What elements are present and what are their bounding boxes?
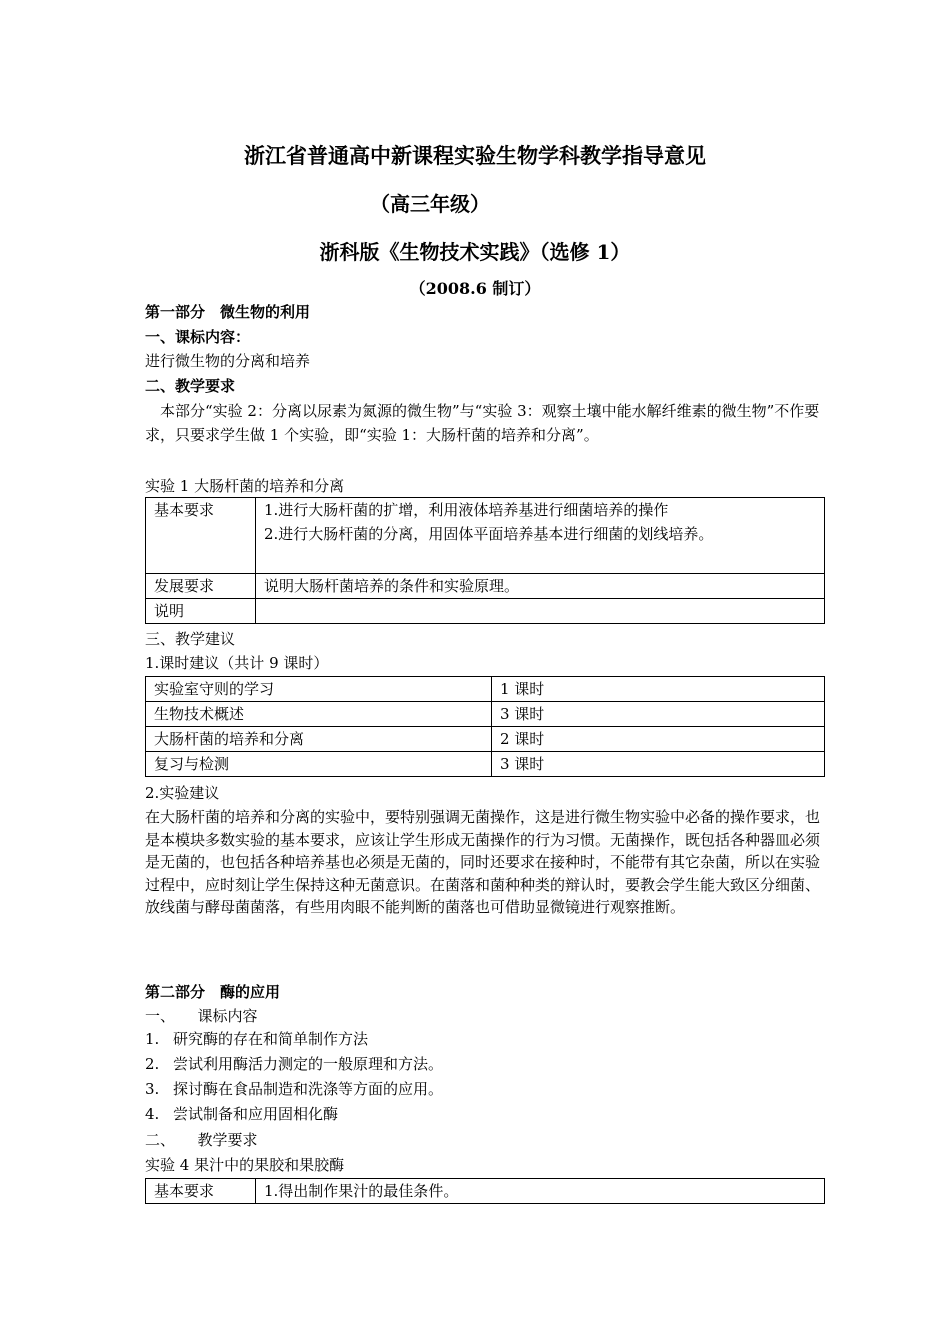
hours-value: 3 课时 xyxy=(492,702,825,727)
part1-standard-text: 进行微生物的分离和培养 xyxy=(145,352,311,370)
date-subtitle: （2008.6 制订） xyxy=(409,279,541,298)
part1-standard-heading: 一、课标内容： xyxy=(145,328,251,346)
experiment4-basic-label: 基本要求 xyxy=(146,1179,256,1204)
hours-topic: 复习与检测 xyxy=(146,752,492,777)
textbook-subtitle: 浙科版《生物技术实践》（选修 1） xyxy=(319,240,631,264)
basic-requirement-line1: 1.进行大肠杆菌的扩增，利用液体培养基进行细菌培养的操作 xyxy=(264,501,669,519)
basic-requirement-line2: 2.进行大肠杆菌的分离，用固体平面培养基本进行细菌的划线培养。 xyxy=(264,525,714,543)
hours-topic: 实验室守则的学习 xyxy=(146,677,492,702)
part2-standard-list xyxy=(145,1027,443,1127)
hours-heading: 1.课时建议（共计 9 课时） xyxy=(145,654,329,672)
grade-subtitle: （高三年级） xyxy=(370,192,490,216)
experiment4-caption: 实验 4 果汁中的果胶和果胶酶 xyxy=(145,1156,345,1174)
part2-requirement-heading: 二、 教学要求 xyxy=(145,1131,258,1149)
experiment4-basic-text: 1.得出制作果汁的最佳条件。 xyxy=(256,1179,825,1204)
table-row xyxy=(146,498,825,574)
experiment1-caption: 实验 1 大肠杆菌的培养和分离 xyxy=(145,477,345,495)
list-item: 1. 研究酶的存在和简单制作方法 xyxy=(145,1030,369,1048)
hours-value: 2 课时 xyxy=(492,727,825,752)
development-requirement-label: 发展要求 xyxy=(146,574,256,599)
part2-heading: 第二部分 酶的应用 xyxy=(145,983,281,1001)
basic-requirement-label: 基本要求 xyxy=(146,498,256,574)
table-row xyxy=(146,574,825,599)
table-row xyxy=(146,727,825,752)
table-row xyxy=(146,702,825,727)
hours-topic: 大肠杆菌的培养和分离 xyxy=(146,727,492,752)
part1-heading: 第一部分 微生物的利用 xyxy=(145,303,311,321)
experiment1-table xyxy=(145,497,825,624)
experiment-suggestion-text: 在大肠杆菌的培养和分离的实验中，要特别强调无菌操作，这是进行微生物实验中必备的操作要求，也是本模块多数实验的基本要求，应该让学生形成无菌操作的行为习惯。无菌操作，既包括各种器皿必须是无菌的，也包括各种培养基也必须是无菌的，同时还要求在接种时，不能带有其它杂菌，所以在实验过程中，应时刻让学生保持这种无菌意识。在菌落和菌种种类的辩认时，要教会学生能大致区分细菌、放线菌与酵母菌菌落，有些用肉眼不能判断的菌落也可借助显微镜进行观察推断。 xyxy=(145,808,821,916)
hours-value: 1 课时 xyxy=(492,677,825,702)
table-row xyxy=(146,1179,825,1204)
basic-requirement-cell xyxy=(256,498,825,574)
part1-requirement-heading: 二、教学要求 xyxy=(145,377,236,395)
hours-table xyxy=(145,676,825,777)
hours-value: 3 课时 xyxy=(492,752,825,777)
development-requirement-text: 说明大肠杆菌培养的条件和实验原理。 xyxy=(256,574,825,599)
list-item: 3. 探讨酶在食品制造和洗涤等方面的应用。 xyxy=(145,1080,444,1098)
list-item: 4. 尝试制备和应用固相化酶 xyxy=(145,1105,339,1123)
part2-standard-heading: 一、 课标内容 xyxy=(145,1007,258,1025)
document-title: 浙江省普通高中新课程实验生物学科教学指导意见 xyxy=(244,143,706,168)
experiment4-table xyxy=(145,1178,825,1204)
experiment-suggestion-heading: 2.实验建议 xyxy=(145,784,220,802)
table-row xyxy=(146,752,825,777)
hours-topic: 生物技术概述 xyxy=(146,702,492,727)
table-row xyxy=(146,599,825,624)
list-item: 2. 尝试利用酶活力测定的一般原理和方法。 xyxy=(145,1055,444,1073)
table-row xyxy=(146,677,825,702)
part1-requirement-text: 本部分“实验 2：分离以尿素为氮源的微生物”与“实验 3：观察土壤中能水解纤维素的微生物”不作要求，只要求学生做 1 个实验，即“实验 1：大肠杆菌的培养和分离”。 xyxy=(145,402,820,444)
part1-suggestion-heading: 三、教学建议 xyxy=(145,630,236,648)
note-text xyxy=(256,599,825,624)
note-label: 说明 xyxy=(146,599,256,624)
